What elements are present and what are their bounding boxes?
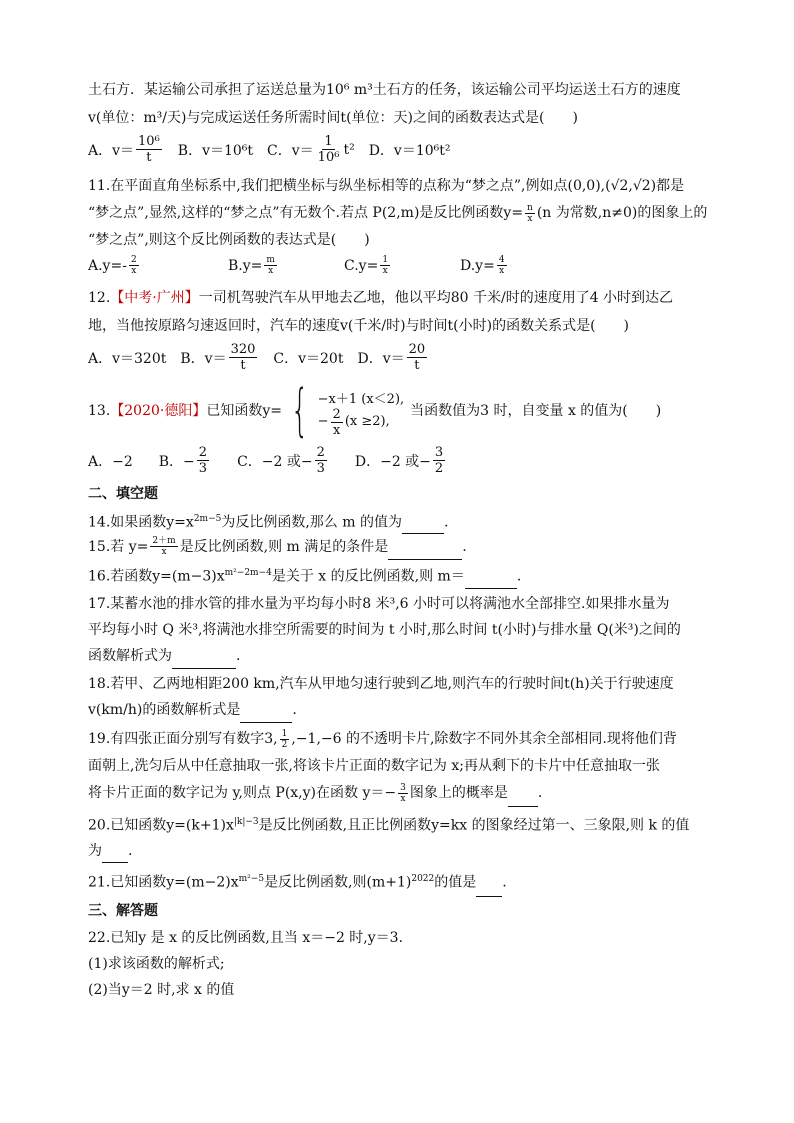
- q12-option-b[interactable]: B．v＝ $\frac{320}{t}$: [180, 342, 256, 373]
- section-fill-in: 二、填空题: [88, 486, 158, 502]
- q13-option-c[interactable]: C．−2 或− $\frac{2}{3}$: [237, 445, 325, 476]
- q11-option-d[interactable]: D.y= $\frac{4}{x}$: [460, 255, 505, 276]
- section-solve: 三、解答题: [88, 902, 158, 919]
- q10-option-d[interactable]: D．v＝10⁶t²: [368, 142, 451, 159]
- question-16: 16.若函数$y=(m-3)x^{m^2-2m-4}$是关于 x 的反比例函数,则 m＝ .: [88, 560, 710, 590]
- q11-line-2: “梦之点”,显然,这样的“梦之点”有无数个.若点 P(2,m)是反比例函数y= $\frac{n}{x}$ (n 为常数,n≠0)的图象上的: [88, 202, 708, 224]
- q12-options: [88, 342, 710, 373]
- piecewise-function: { −x＋1 (x＜2), − $\frac{2}{x}$ (x ≥2),: [290, 378, 405, 443]
- answer-blank[interactable]: [388, 545, 462, 560]
- q12-line-2: 地，当他按原路匀速返回时，汽车的速度v(千米/时)与时间t(小时)的函数关系式是( ): [88, 318, 630, 334]
- question-18: 18.若甲、乙两地相距200 km,汽车从甲地匀速行驶到乙地,则汽车的行驶时间t(h)关于行驶速度 v(km/h)的函数解析式是 .: [88, 671, 710, 723]
- q10-option-a[interactable]: A．v＝ $\frac{\text{10⁶}}{t}$: [88, 134, 160, 165]
- q13-option-a[interactable]: A．−2: [88, 453, 133, 470]
- q11-line-1: 11.在平面直角坐标系中,我们把横坐标与纵坐标相等的点称为“梦之点”,例如点(0,0),(√2,√2)都是: [88, 178, 685, 194]
- case-1: −x＋1 (x＜2),: [317, 392, 405, 407]
- question-14: 14.如果函数$y=x^{2m-5}$为反比例函数,那么 m 的值为 .: [88, 508, 710, 534]
- question-10: [88, 76, 710, 165]
- answer-blank[interactable]: [102, 848, 128, 863]
- q12-line-1: 12.【中考·广州】一司机驾驶汽车从甲地去乙地，他以平均80 千米/时的速度用了4 小时到达乙: [88, 290, 674, 306]
- q13-option-d[interactable]: D．−2 或− $\frac{3}{2}$: [354, 445, 444, 476]
- question-22: 22.已知y 是 x 的反比例函数,且当 x＝−2 时,y＝3. (1)求该函数的解析式; (2)当y＝2 时,求 x 的值: [88, 929, 404, 998]
- answer-blank[interactable]: [465, 574, 517, 589]
- question-11: [88, 173, 710, 276]
- q10-line-1: 土石方．某运输公司承担了运送总量为10⁶ m³土石方的任务，该运输公司平均运送土石方的速度: [88, 82, 681, 98]
- q13-stem: 13. 【2020·德阳】 已知函数y= { −x＋1 (x＜2), − $\frac{2}{x}$ (x ≥2), 当函数值为3 时，自变量 x 的值为( ): [88, 378, 662, 443]
- question-13: [88, 378, 710, 476]
- q12-option-c[interactable]: C．v＝20t: [273, 350, 344, 367]
- q11-option-b[interactable]: B.y= $\frac{m}{x}$: [228, 255, 275, 276]
- answer-blank[interactable]: [508, 792, 538, 807]
- q11-options: [88, 255, 710, 276]
- q11-option-c[interactable]: C.y= $\frac{1}{x}$: [344, 255, 389, 276]
- q13-options: [88, 445, 710, 476]
- case-2: − $\frac{2}{x}$ (x ≥2),: [317, 406, 390, 438]
- answer-blank[interactable]: [172, 654, 236, 669]
- question-15: 15.若 y= $\frac{2+m}{x}$ 是反比例函数,则 m 满足的条件是 .: [88, 534, 710, 560]
- source-tag: 【中考·广州】: [110, 290, 199, 306]
- q11-option-a[interactable]: A.y=- $\frac{2}{x}$: [88, 255, 137, 276]
- q10-options: [88, 134, 710, 165]
- question-17: 17.某蓄水池的排水管的排水量为平均每小时8 米³,6 小时可以将满池水全部排空.如果排水量为 平均每小时 Q 米³,将满池水排空所需要的时间为 t 小时,那么时间 t(小时)与排水量 Q(米³)之间的 函数解析式为 .: [88, 591, 710, 669]
- q12-option-a[interactable]: A．v＝320t: [88, 350, 167, 367]
- q10-line-2: v(单位：m³/天)与完成运送任务所需时间t(单位：天)之间的函数表达式是( ): [88, 110, 578, 126]
- question-12: [88, 284, 710, 373]
- q10-option-b[interactable]: B．v＝10⁶t: [177, 142, 254, 159]
- q10-option-c[interactable]: C．v＝ $\frac{1}{\text{10⁶}}$ t²: [267, 134, 355, 165]
- answer-blank[interactable]: [402, 519, 444, 534]
- answer-blank[interactable]: [240, 708, 292, 723]
- source-tag: 【2020·德阳】: [110, 403, 207, 419]
- question-20: 20.已知函数$y=(k+1)x^{|k|-3}$是反比例函数,且正比例函数y=kx 的图象经过第一、三象限,则 k 的值 为 .: [88, 809, 710, 863]
- question-19: 19.有四张正面分别写有数字3, $\frac{1}{2}$ ,−1,−6 的不透明卡片,除数字不同外其余全部相同.现将他们背 面朝上,洗匀后从中任意抽取一张,将该卡片正面的数字记为 x;再从剩下的卡片中任意抽取一张 将卡片正面的数字记为 y,则点 P(x,y)在函数 y＝− $\frac{3}{x}$ 图象上的概率是 .: [88, 725, 710, 807]
- q13-option-b[interactable]: B．− $\frac{2}{3}$: [158, 445, 208, 476]
- q11-line-3: “梦之点”,则这个反比例函数的表达式是( ): [88, 232, 370, 248]
- answer-blank[interactable]: [476, 882, 502, 897]
- worksheet-page: [88, 76, 710, 1003]
- q12-option-d[interactable]: D．v＝ $\frac{20}{t}$: [357, 342, 426, 373]
- question-21: 21.已知函数$y=(m-2)x^{m^2-5}$是反比例函数,则$(m+1)^{2022}$的值是 .: [88, 865, 710, 897]
